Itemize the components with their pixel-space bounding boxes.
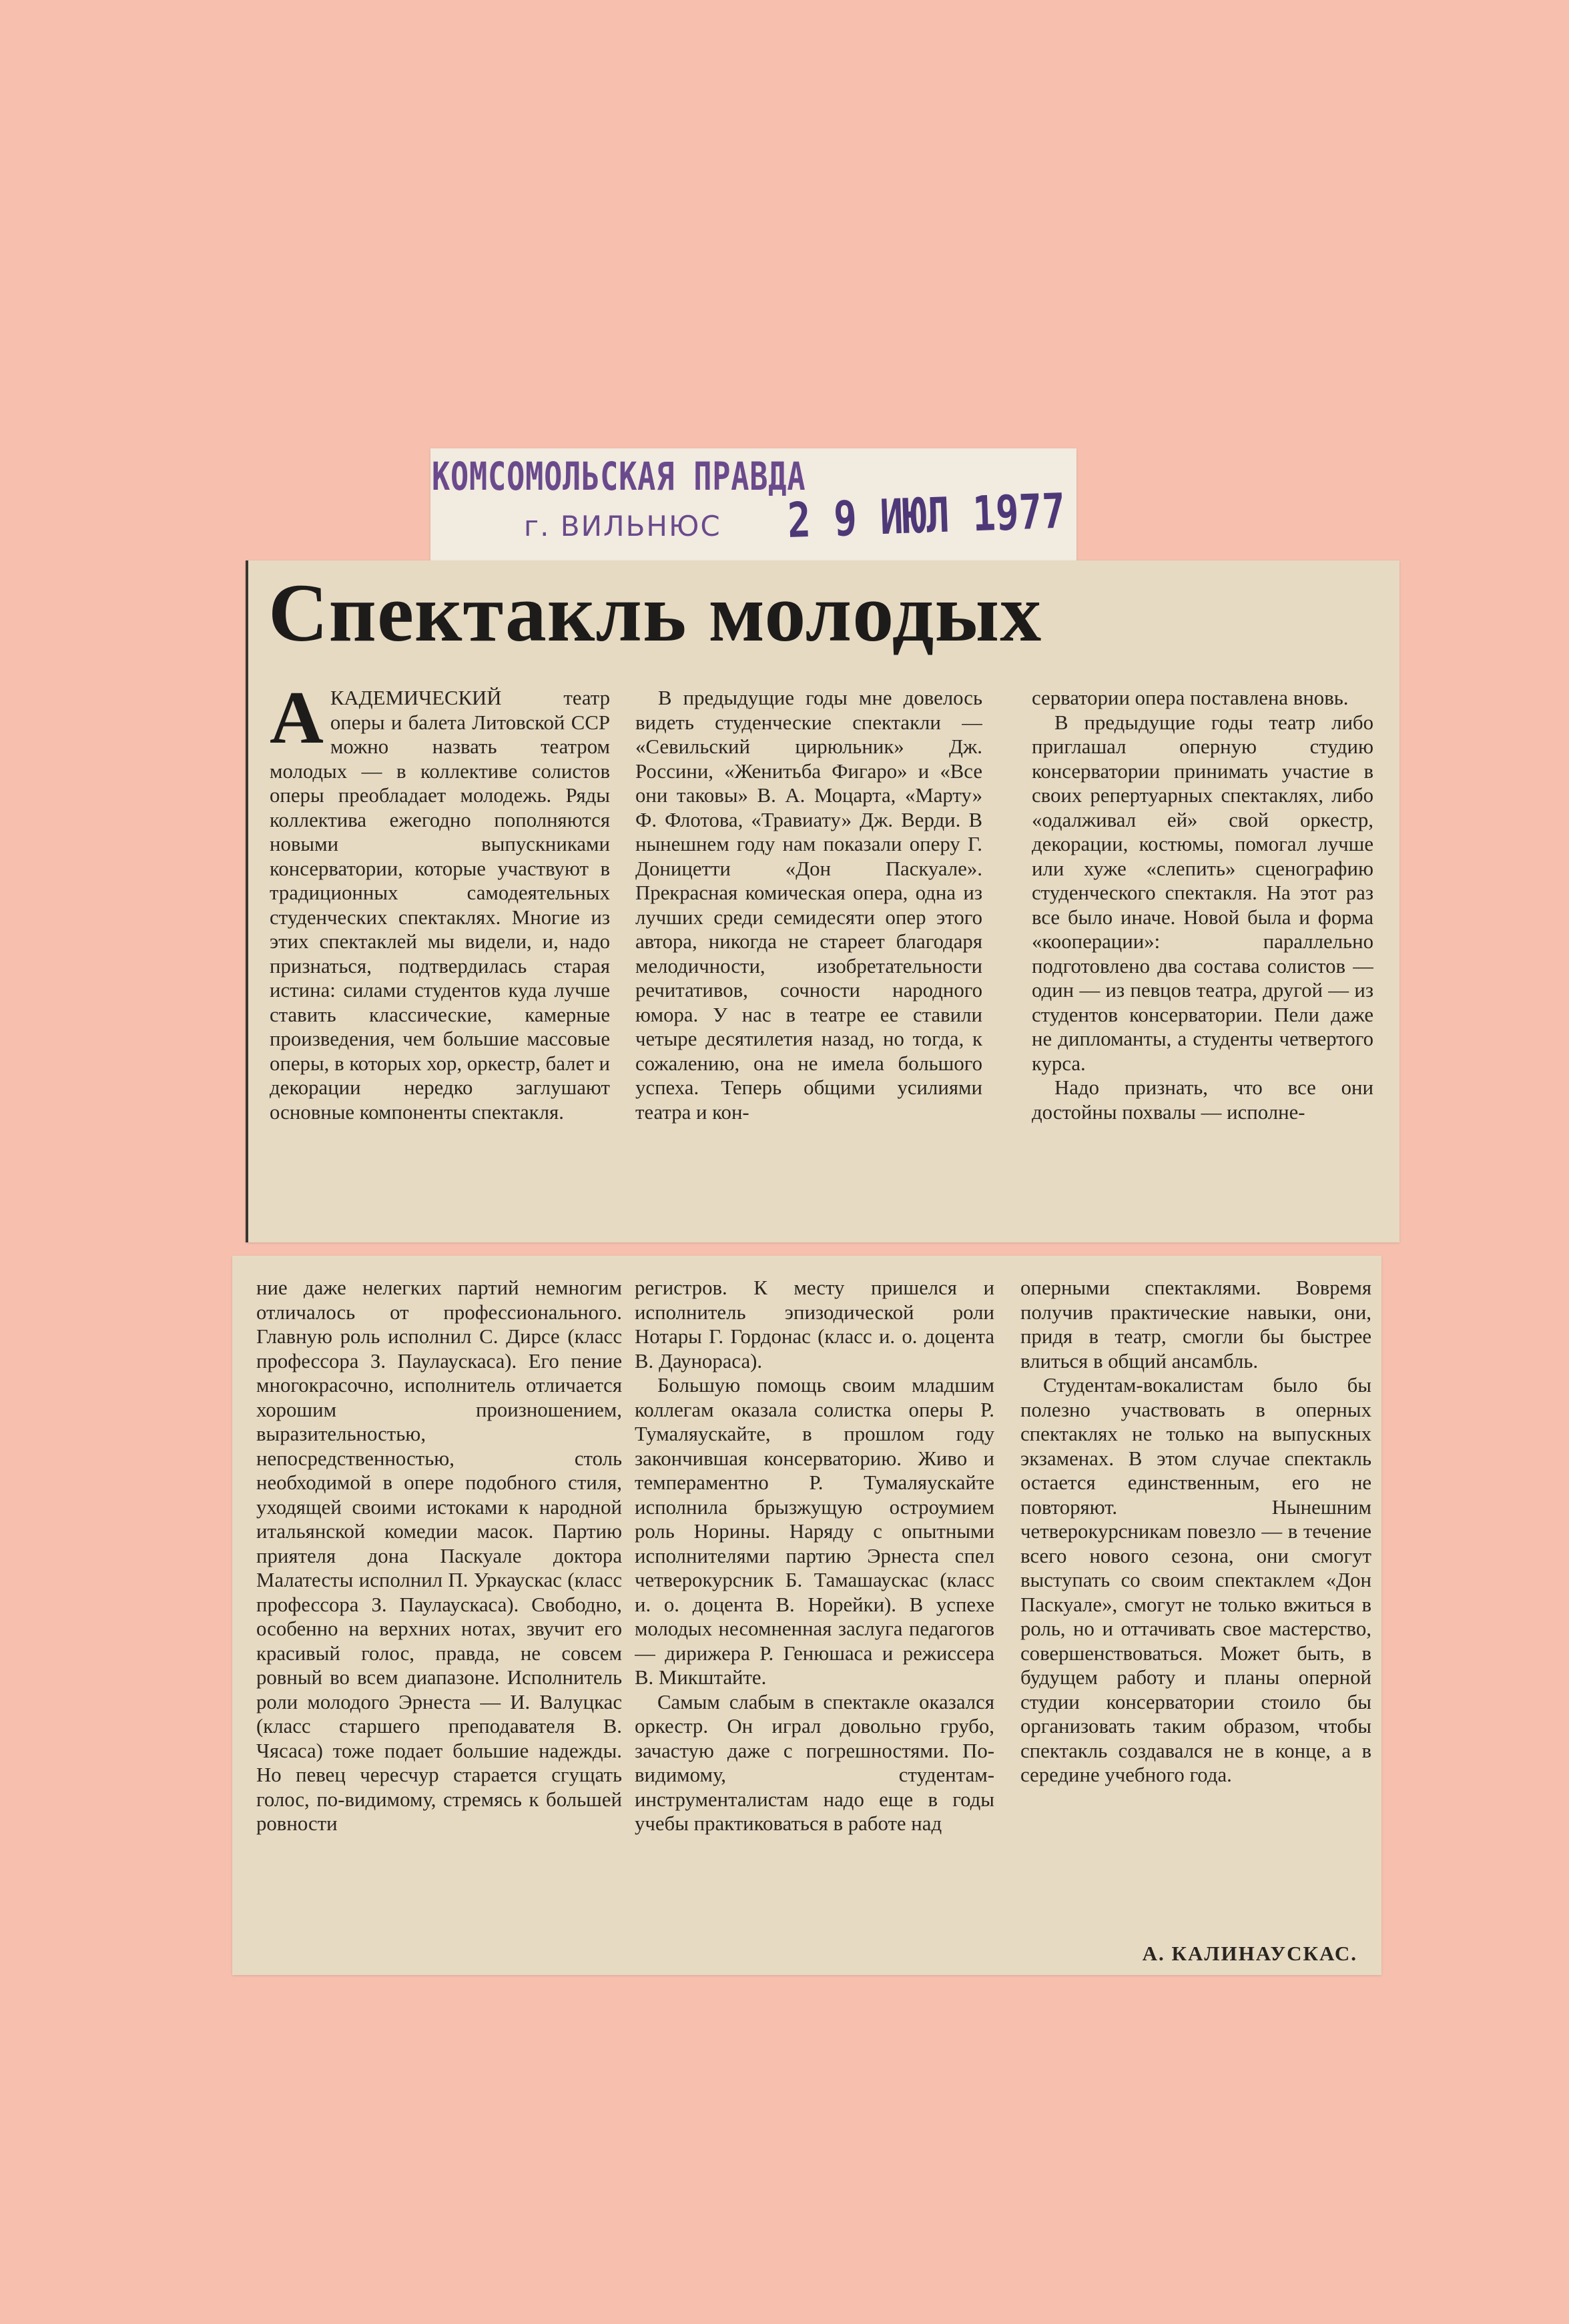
- paragraph: [270, 686, 610, 1124]
- column-2-top: [635, 686, 982, 1240]
- paragraph: Самым слабым в спектакле оказался оркестр. Он играл довольно грубо, зачастую даже с погрешностями. По-видимому, студентам-инструменталистам надо еще в годы учебы практиковаться в работе над: [635, 1690, 994, 1835]
- clipping-bottom: [232, 1256, 1381, 1975]
- column-1-bottom: [256, 1276, 622, 1973]
- clipping-top: [246, 560, 1399, 1242]
- paragraph: В предыдущие годы театр либо приглашал оперную студию консерватории принимать участие в своих репертуарных спектаклях, либо «одалживал ей» свой оркестр, декорации, костюмы, помогал лучше или хуже «слепить» сценографию студенческого спектакля. На этот раз все было иначе. Новой была и форма «кооперации»: параллельно подготовлено два состава солистов — один — из певцов театра, другой — из студентов консерватории. Пели даже не дипломанты, а студенты четвертого курса.: [1032, 711, 1373, 1075]
- paragraph-text: театр оперы и балета Литовской ССР можно назвать театром молодых — в коллективе солистов оперы преобладает молодежь. Ряды коллектива ежегодно пополняются новыми выпускниками консерватории, которые участвуют в традиционных самодеятельных студенческих спектаклях. Многие из этих спектаклей мы видели, и, надо признаться, подтвердилась старая истина: силами студентов куда лучше ставить классические, камерные произведения, чем большие массовые оперы, в которых хор, оркестр, балет и декорации нередко заглушают основные компоненты спектакля.: [270, 687, 610, 1124]
- drop-cap: А: [270, 686, 324, 759]
- paragraph: Студентам-вокалистам было бы полезно участвовать в оперных спектаклях не только на выпускных экзаменах. В этом случае спектакль остается единственным, его не повторяют. Нынешним четверокурсникам повезло — в течение всего нового сезона, они смогут выступать со своим спектаклем «Дон Паскуале», смогут не только вжиться в роль, но и оттачивать свое мастерство, совершенствоваться. Может быть, в будущем работу и планы оперной студии консерватории стоило бы организовать таким образом, чтобы спектакль создавался не в конце, а в середине учебного года.: [1020, 1374, 1371, 1786]
- paragraph: В предыдущие годы мне довелось видеть студенческие спектакли — «Севильский цирюльник» Дж. Россини, «Женитьба Фигаро» и «Все они таковы» В. А. Моцарта, «Марту» Ф. Флотова, «Травиату» Дж. Верди. В нынешнем году нам показали оперу Г. Доницетти «Дон Паскуале». Прекрасная комическая опера, одна из лучших среди семидесяти опер этого автора, никогда не стареет благодаря мелодичности, изобретательности речитативов, сочности народного юмора. У нас в театре ее ставили четыре десятилетия назад, но тогда, к сожалению, она не имела большого успеха. Теперь общими усилиями театра и кон-: [635, 687, 982, 1124]
- column-3-top: [1032, 686, 1373, 1240]
- column-1-top: [270, 686, 610, 1240]
- paragraph: Надо признать, что все они достойны похвалы — исполне-: [1032, 1076, 1373, 1124]
- paragraph: Большую помощь своим младшим коллегам оказала солистка оперы Р. Тумаляускайте, в прошлом году закончившая консерваторию. Живо и темпераментно Р. Тумаляускайте исполнила брызжущую остроумием роль Норины. Наряду с опытными исполнителями партию Эрнеста спел четверокурсник Б. Тамашаускас (класс и. о. доцента В. Норейки). В успехе молодых несомненная заслуга педагогов — дирижера Р. Генюшаса и режиссера В. Микштайте.: [635, 1374, 994, 1689]
- lead-word: КАДЕМИЧЕСКИЙ: [330, 687, 502, 709]
- paragraph: ние даже нелегких партий немногим отличалось от профессионального. Главную роль исполнил С. Дирсе (класс профессора З. Паулаускаса). Его пение многокрасочно, исполнитель отличается хорошим произношением, выразительностью, непосредственностью, столь необходимой в опере подобного стиля, уходящей своими истоками к народной итальянской комедии масок. Партию приятеля дона Паскуале доктора Малатесты исполнил П. Уркаускас (класс профессора З. Паулаускаса). Свободно, особенно на верхних нотах, звучит его красивый голос, правда, не совсем ровный во всем диапазоне. Исполнитель роли молодого Эрнеста — И. Валуцкас (класс старшего преподавателя В. Чясаса) тоже подает большие надежды. Но певец чересчур старается сгущать голос, по-видимому, стремясь к большей ровности: [256, 1276, 622, 1835]
- stamp-date: 2 9 ИЮЛ 1977: [786, 482, 1066, 548]
- column-3-bottom: [1020, 1276, 1371, 1936]
- article-author: А. КАЛИНАУСКАС.: [1142, 1942, 1357, 1965]
- article-headline: Спектакль молодых: [268, 567, 1042, 659]
- paragraph: серватории опера поставлена вновь.: [1032, 687, 1349, 709]
- newspaper-stamp: [430, 448, 1076, 563]
- paragraph: регистров. К месту пришелся и исполнитель эпизодической роли Нотары Г. Гордонас (класс и. о. доцента В. Даунораса).: [635, 1276, 994, 1373]
- column-2-bottom: [635, 1276, 994, 1973]
- stamp-city: г. ВИЛЬНЮС: [524, 510, 721, 542]
- stamp-newspaper-name: КОМСОМОЛЬСКАЯ ПРАВДА: [432, 454, 806, 499]
- paragraph: оперными спектаклями. Вовремя получив практические навыки, они, придя в театр, смогли бы быстрее влиться в общий ансамбль.: [1020, 1276, 1371, 1373]
